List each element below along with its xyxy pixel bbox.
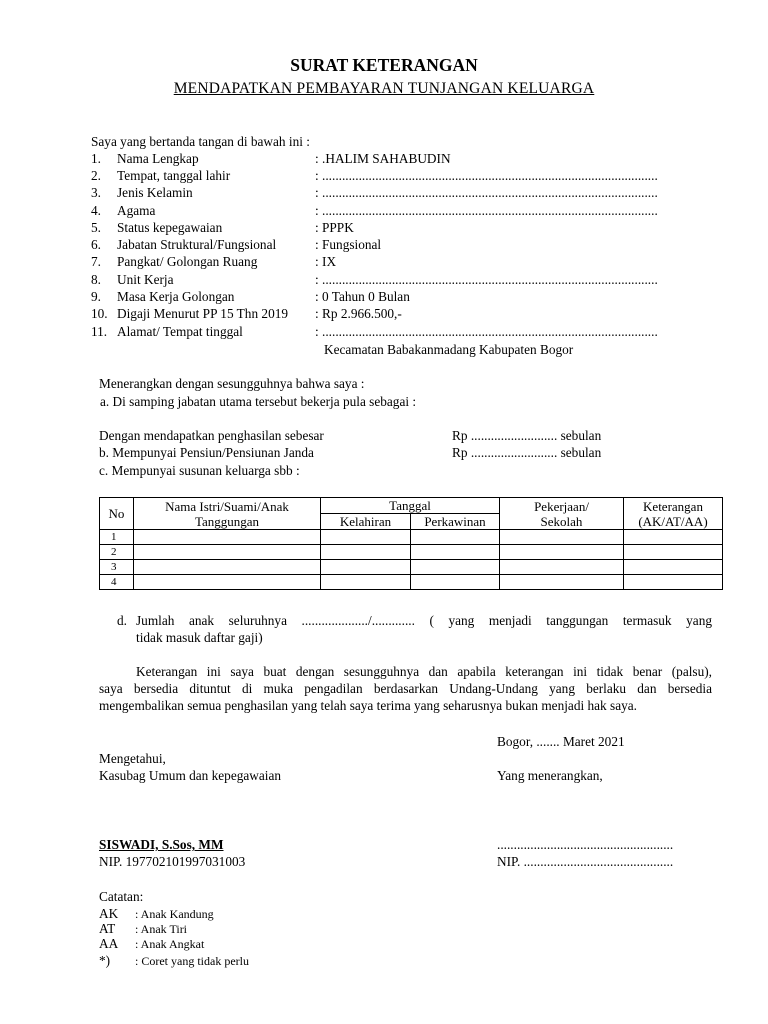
row-number: 2 [100,545,134,560]
row-number: 4 [100,575,134,590]
cell-birth [321,530,411,545]
note-code: AT [99,921,116,936]
cell-marriage [411,560,500,575]
declarant-nip: NIP. ............................................. [497,854,674,869]
cell-marriage [411,545,500,560]
identity-number: 10. [91,306,108,321]
declarant-title: Yang menerangkan, [497,768,603,783]
cell-marriage [411,575,500,590]
statement-line3: mengembalikan semua penghasilan yang telah saya terima yang seharusnya bukan menjadi hak saya. [99,698,637,713]
declaration-text: Menerangkan dengan sesungguhnya bahwa saya : [99,376,365,391]
address-line-2: Kecamatan Babakanmadang Kabupaten Bogor [324,342,574,357]
identity-label: Jenis Kelamin [117,185,193,200]
place-date: Bogor, ....... Maret 2021 [497,734,625,749]
header-marriage: Perkawinan [411,514,500,530]
document-subtitle: MENDAPATKAN PEMBAYARAN TUNJANGAN KELUARGA [173,80,595,97]
cell-job [500,575,624,590]
item-a-text: a. Di samping jabatan utama tersebut bekerja pula sebagai : [100,394,417,409]
identity-value: : ..................................................................................................... [315,324,658,339]
cell-note [624,560,723,575]
intro-text: Saya yang bertanda tangan di bawah ini : [91,134,310,149]
identity-label: Nama Lengkap [117,151,199,166]
identity-label: Jabatan Struktural/Fungsional [117,237,277,252]
cell-note [624,545,723,560]
header-birth: Kelahiran [321,514,411,530]
note-code: AA [99,936,119,951]
identity-number: 1. [91,151,101,166]
cell-birth [321,560,411,575]
cell-birth [321,545,411,560]
identity-value: : 0 Tahun 0 Bulan [315,289,410,304]
header-name-line2: Tanggungan [194,513,260,529]
identity-value: : IX [315,254,337,269]
pension-value: Rp .......................... sebulan [452,445,602,460]
identity-value: : .HALIM SAHABUDIN [315,151,451,166]
header-job [500,498,624,530]
identity-label: Digaji Menurut PP 15 Thn 2019 [117,306,289,321]
table-row [100,545,723,560]
cell-job [500,545,624,560]
cell-name [134,575,321,590]
table-header-row [100,498,723,514]
identity-label: Tempat, tanggal lahir [117,168,231,183]
cell-job [500,530,624,545]
identity-value: : PPPK [315,220,354,235]
identity-label: Agama [117,203,156,218]
identity-value: : Rp 2.966.500,- [315,306,402,321]
identity-number: 3. [91,185,101,200]
identity-value: : ..................................................................................................... [315,185,658,200]
header-note [624,498,723,530]
item-c-text: c. Mempunyai susunan keluarga sbb : [99,463,300,478]
table-row [100,560,723,575]
statement-line2: saya bersedia dituntut di muka pengadilan berdasarkan Undang-Undang yang berlaku dan bersedia [99,681,712,696]
note-text: : Anak Kandung [135,907,214,921]
identity-number: 2. [91,168,101,183]
cell-name [134,545,321,560]
header-no: No [100,498,134,530]
header-job-line1: Pekerjaan/ [534,498,589,514]
cell-job [500,560,624,575]
identity-number: 7. [91,254,101,269]
cell-name [134,560,321,575]
statement-line1: Keterangan ini saya buat dengan sesungguhnya dan apabila keterangan ini tidak benar (palsu), [136,664,712,679]
cell-name [134,530,321,545]
identity-label: Status kepegawaian [117,220,223,235]
identity-number: 11. [91,324,108,339]
row-number: 1 [100,530,134,545]
identity-value: : ..................................................................................................... [315,203,658,218]
cell-note [624,530,723,545]
identity-label: Unit Kerja [117,272,174,287]
note-text: : Anak Tiri [135,922,188,936]
row-number: 3 [100,560,134,575]
header-date: Tanggal [321,498,500,514]
acknowledger-title: Kasubag Umum dan kepegawaian [99,768,282,783]
identity-number: 9. [91,289,101,304]
income-value: Rp .......................... sebulan [452,428,602,443]
identity-value: : Fungsional [315,237,382,252]
identity-number: 4. [91,203,101,218]
signer-nip: NIP. 197702101997031003 [99,854,246,869]
item-d-label: d. [117,613,127,628]
item-d-line2: tidak masuk daftar gaji) [136,630,263,645]
identity-number: 8. [91,272,101,287]
identity-number: 6. [91,237,101,252]
notes-title: Catatan: [99,889,144,904]
identity-value: : ..................................................................................................... [315,168,658,183]
family-table [99,497,723,590]
identity-label: Alamat/ Tempat tinggal [117,324,243,339]
item-b-text: b. Mempunyai Pensiun/Pensiunan Janda [99,445,314,460]
header-name [134,498,321,530]
note-text: : Anak Angkat [135,937,205,951]
identity-value: : ..................................................................................................... [315,272,658,287]
header-name-line1: Nama Istri/Suami/Anak [165,498,289,514]
table-row [100,575,723,590]
identity-label: Pangkat/ Golongan Ruang [117,254,258,269]
header-job-line2: Sekolah [540,513,583,529]
declarant-name-blank: ..................................................... [497,837,674,852]
income-label: Dengan mendapatkan penghasilan sebesar [99,428,324,443]
header-note-line2: (AK/AT/AA) [638,513,708,529]
signer-name: SISWADI, S.Sos, MM [99,837,224,852]
item-d-line1: Jumlah anak seluruhnya ..................../............. ( yang menjadi tanggungan termasuk yang [136,613,712,628]
cell-note [624,575,723,590]
cell-birth [321,575,411,590]
acknowledged-label: Mengetahui, [99,751,166,766]
header-note-line1: Keterangan [643,498,703,514]
table-row [100,530,723,545]
note-code: AK [99,906,119,921]
note-code: *) [99,953,111,968]
identity-label: Masa Kerja Golongan [117,289,235,304]
identity-number: 5. [91,220,101,235]
cell-marriage [411,530,500,545]
document-title: SURAT KETERANGAN [290,55,478,75]
note-text: : Coret yang tidak perlu [135,954,249,968]
